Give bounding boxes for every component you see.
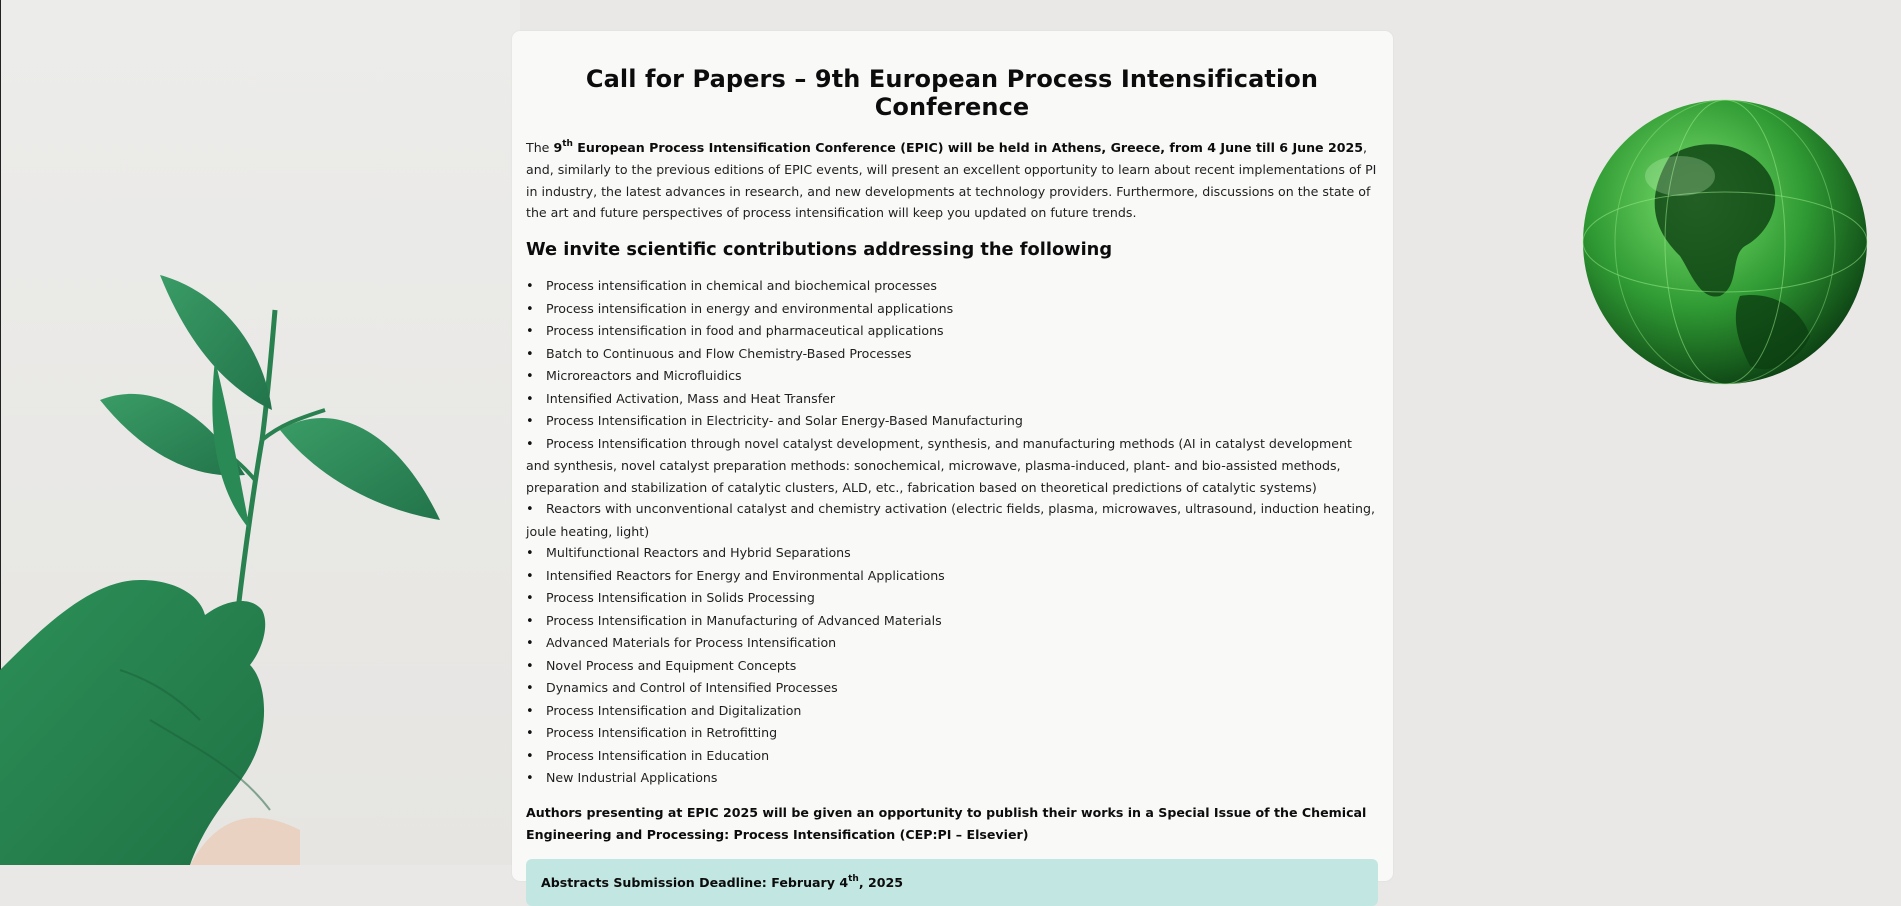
deadline-box bbox=[526, 859, 1378, 906]
bullet-icon: • bbox=[526, 414, 534, 430]
intro-bold-sup: th bbox=[562, 138, 573, 149]
globe-image bbox=[1580, 96, 1870, 388]
topic-item bbox=[526, 365, 1378, 388]
topic-item bbox=[526, 700, 1378, 723]
bullet-icon: • bbox=[526, 369, 534, 385]
topic-item bbox=[526, 587, 1378, 610]
topic-item bbox=[526, 388, 1378, 411]
bullet-icon: • bbox=[526, 391, 534, 407]
topic-item bbox=[526, 433, 1378, 499]
bullet-icon: • bbox=[526, 726, 534, 742]
topic-label: Advanced Materials for Process Intensification bbox=[546, 635, 837, 651]
bullet-icon: • bbox=[526, 502, 534, 518]
bullet-icon: • bbox=[526, 748, 534, 764]
bullet-icon: • bbox=[526, 436, 534, 452]
topic-label: Process Intensification in Solids Processing bbox=[546, 590, 815, 606]
topic-label: Dynamics and Control of Intensified Processes bbox=[546, 680, 838, 696]
bullet-icon: • bbox=[526, 703, 534, 719]
topic-item bbox=[526, 655, 1378, 678]
deadline-year: , 2025 bbox=[858, 874, 904, 890]
topic-label: Process intensification in energy and environmental applications bbox=[546, 300, 954, 316]
intro-rest: , and, similarly to the previous editions of EPIC events, will present an excellent opportunity to learn about recent implementations of PI in industry, the latest advances in research, and new developments at technology providers. Furthermore, discussions on the state of the art and future perspectives of process intensification will keep you updated on future trends. bbox=[526, 140, 1377, 221]
topic-label: Process Intensification in Electricity- and Solar Energy-Based Manufacturing bbox=[546, 413, 1023, 429]
topic-label: Process intensification in chemical and biochemical processes bbox=[546, 278, 937, 294]
topic-item bbox=[526, 498, 1378, 542]
intro-bold-text: European Process Intensification Conference (EPIC) will be held in Athens, Greece, from 4 June till 6 June 2025 bbox=[572, 140, 1364, 155]
topic-label: Reactors with unconventional catalyst and chemistry activation (electric fields, plasma, microwaves, ultrasound, induction heating, joule heating, light) bbox=[526, 501, 1376, 539]
bullet-icon: • bbox=[526, 771, 534, 787]
topic-item bbox=[526, 565, 1378, 588]
bullet-icon: • bbox=[526, 591, 534, 607]
topic-item bbox=[526, 298, 1378, 321]
bullet-icon: • bbox=[526, 324, 534, 340]
topic-item bbox=[526, 275, 1378, 298]
deadline-text: Abstracts Submission Deadline: February 4 bbox=[541, 874, 849, 890]
topic-label: New Industrial Applications bbox=[546, 770, 718, 786]
plant-hand-image bbox=[0, 250, 460, 865]
topic-label: Microreactors and Microfluidics bbox=[546, 368, 742, 384]
bullet-icon: • bbox=[526, 346, 534, 362]
bullet-icon: • bbox=[526, 613, 534, 629]
bullet-icon: • bbox=[526, 301, 534, 317]
deadline-sup: th bbox=[848, 873, 859, 884]
intro-paragraph bbox=[526, 137, 1378, 224]
topic-item bbox=[526, 610, 1378, 633]
page-title: Call for Papers – 9th European Process Intensification Conference bbox=[585, 65, 1319, 121]
topic-item bbox=[526, 343, 1378, 366]
intro-lead: The bbox=[526, 140, 554, 155]
topic-label: Multifunctional Reactors and Hybrid Separations bbox=[546, 545, 851, 561]
topic-label: Process Intensification in Manufacturing of Advanced Materials bbox=[546, 612, 942, 628]
topic-label: Batch to Continuous and Flow Chemistry-Based Processes bbox=[546, 345, 912, 361]
bullet-icon: • bbox=[526, 681, 534, 697]
topics-list bbox=[526, 275, 1378, 790]
topic-label: Intensified Reactors for Energy and Environmental Applications bbox=[546, 567, 945, 583]
topic-item bbox=[526, 722, 1378, 745]
bullet-icon: • bbox=[526, 658, 534, 674]
topic-item bbox=[526, 542, 1378, 565]
topic-label: Process intensification in food and pharmaceutical applications bbox=[546, 323, 944, 339]
intro-bold bbox=[553, 140, 1363, 155]
authors-note: Authors presenting at EPIC 2025 will be given an opportunity to publish their works in a Special Issue of the Chemical Engineering and Processing: Process Intensification (CEP:PI – Elsevier) bbox=[526, 804, 1367, 842]
topic-item bbox=[526, 767, 1378, 790]
bullet-icon: • bbox=[526, 546, 534, 562]
topic-label: Process Intensification in Education bbox=[546, 747, 770, 763]
bullet-icon: • bbox=[526, 279, 534, 295]
topic-item bbox=[526, 745, 1378, 768]
topic-label: Intensified Activation, Mass and Heat Transfer bbox=[546, 390, 836, 406]
topic-item bbox=[526, 410, 1378, 433]
content-card bbox=[512, 31, 1393, 890]
topic-item bbox=[526, 677, 1378, 700]
invite-heading: We invite scientific contributions addressing the following bbox=[526, 239, 1113, 261]
bullet-icon: • bbox=[526, 636, 534, 652]
topic-item bbox=[526, 632, 1378, 655]
topic-label: Process Intensification and Digitalization bbox=[546, 702, 802, 718]
intro-bold-number: 9 bbox=[553, 140, 563, 155]
topic-label: Novel Process and Equipment Concepts bbox=[546, 657, 797, 673]
bullet-icon: • bbox=[526, 568, 534, 584]
topic-item bbox=[526, 320, 1378, 343]
topic-label: Process Intensification through novel catalyst development, synthesis, and manufacturing methods (AI in catalyst development and synthesis, novel catalyst preparation methods: sonochemical, microwave, plasma-induced, plant- and bio-assisted methods, preparation and stabilization of catalytic clusters, ALD, etc., fabrication based on theoretical predictions of catalytic systems) bbox=[526, 435, 1352, 495]
topic-label: Process Intensification in Retrofitting bbox=[546, 725, 778, 741]
